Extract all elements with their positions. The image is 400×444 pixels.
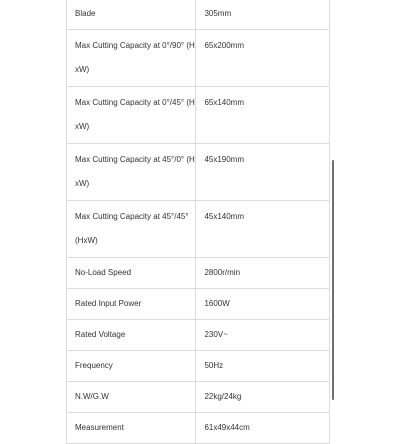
- spec-label: Rated Input Power: [67, 289, 196, 320]
- spec-label: N.W/G.W: [67, 382, 196, 413]
- table-row: [67, 87, 330, 144]
- table-row: [67, 413, 330, 444]
- spec-label: Max Cutting Capacity at 0°/45° (H xW): [67, 87, 196, 144]
- table-row: [67, 30, 330, 87]
- table-row: [67, 258, 330, 289]
- spec-table: [66, 0, 330, 444]
- table-row: [67, 144, 330, 201]
- spec-label: Frequency: [67, 351, 196, 382]
- spec-value: 65x140mm: [196, 87, 330, 144]
- vertical-scrollbar[interactable]: [332, 160, 334, 400]
- spec-label: Max Cutting Capacity at 45°/45° (HxW): [67, 201, 196, 258]
- spec-label: Max Cutting Capacity at 45°/0° (H xW): [67, 144, 196, 201]
- spec-value: 50Hz: [196, 351, 330, 382]
- spec-value: 1600W: [196, 289, 330, 320]
- spec-label: Max Cutting Capacity at 0°/90° (H xW): [67, 30, 196, 87]
- spec-value: 2800r/min: [196, 258, 330, 289]
- spec-value: 65x200mm: [196, 30, 330, 87]
- table-row: [67, 320, 330, 351]
- spec-value: 45x140mm: [196, 201, 330, 258]
- spec-label: No-Load Speed: [67, 258, 196, 289]
- table-row: [67, 0, 330, 30]
- spec-label: Measurement: [67, 413, 196, 444]
- spec-value: 230V~: [196, 320, 330, 351]
- spec-value: 45x190mm: [196, 144, 330, 201]
- spec-label: Blade: [67, 0, 196, 30]
- table-row: [67, 201, 330, 258]
- table-row: [67, 289, 330, 320]
- spec-value: 305mm: [196, 0, 330, 30]
- spec-label: Rated Voltage: [67, 320, 196, 351]
- spec-value: 22kg/24kg: [196, 382, 330, 413]
- spec-value: 61x49x44cm: [196, 413, 330, 444]
- table-row: [67, 382, 330, 413]
- table-row: [67, 351, 330, 382]
